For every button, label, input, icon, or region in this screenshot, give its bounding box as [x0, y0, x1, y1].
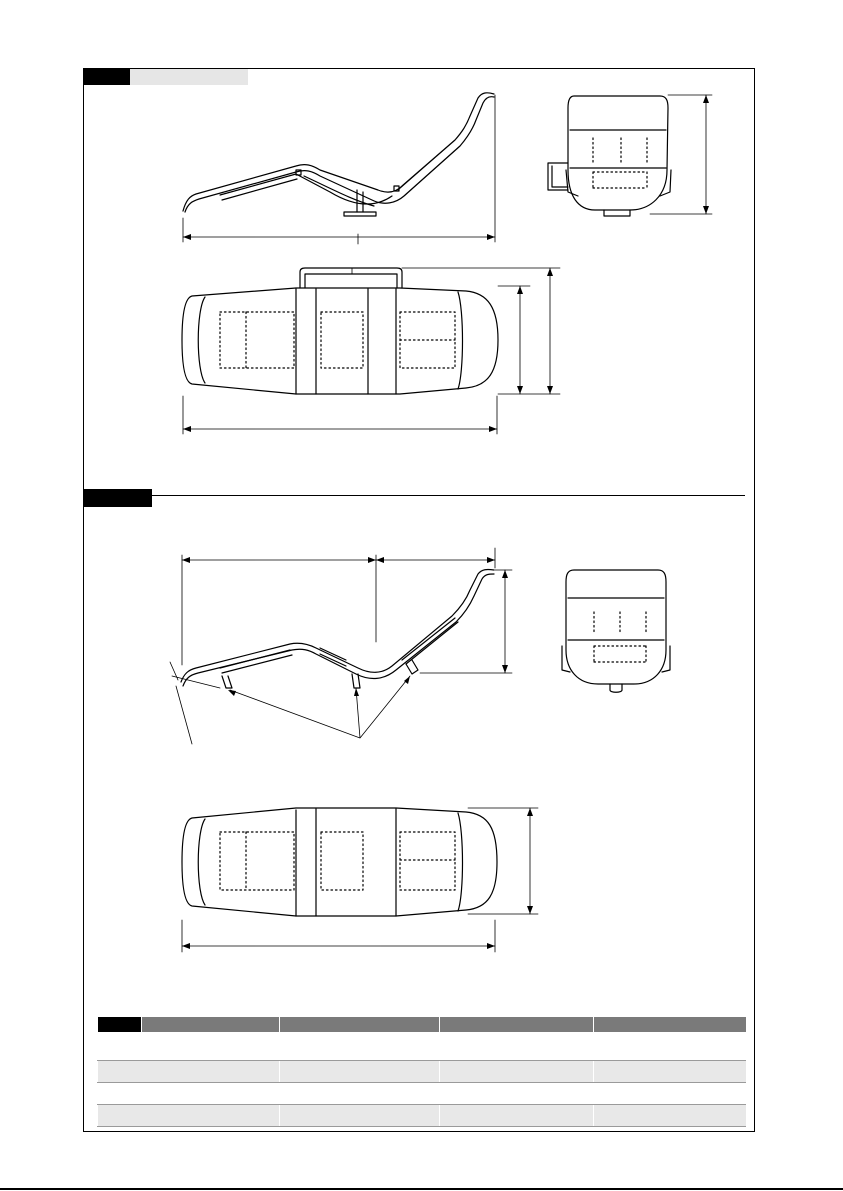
table-cell	[280, 1032, 440, 1061]
spec-table-header-cell	[142, 1017, 280, 1032]
table-cell	[98, 1032, 280, 1061]
side-elevation-view	[183, 93, 495, 244]
table-row	[98, 1105, 746, 1127]
table-cell	[98, 1061, 280, 1083]
table-cell	[440, 1105, 594, 1127]
table-row	[98, 1083, 746, 1105]
table-cell	[280, 1105, 440, 1127]
table-cell	[594, 1105, 746, 1127]
plan-view	[182, 268, 560, 434]
end-elevation-view-2	[562, 570, 670, 692]
table-cell	[440, 1083, 594, 1105]
spec-table-tag	[98, 1017, 142, 1032]
side-elevation-reclined-view	[170, 548, 512, 744]
plan-view-2	[182, 808, 538, 952]
table-row	[98, 1032, 746, 1061]
table-cell	[280, 1061, 440, 1083]
spec-table	[97, 1017, 746, 1127]
table-cell	[440, 1032, 594, 1061]
spec-table-header-cell	[280, 1017, 440, 1032]
spec-table-header-cell	[594, 1017, 746, 1032]
table-cell	[98, 1105, 280, 1127]
page-bottom-edge	[0, 1188, 843, 1190]
spec-table-header	[98, 1017, 746, 1032]
table-cell	[440, 1061, 594, 1083]
spec-table-header-cell	[440, 1017, 594, 1032]
table-row	[98, 1061, 746, 1083]
table-cell	[594, 1032, 746, 1061]
table-cell	[280, 1083, 440, 1105]
table-cell	[594, 1061, 746, 1083]
end-elevation-view	[548, 95, 712, 216]
table-cell	[594, 1083, 746, 1105]
table-cell	[98, 1083, 280, 1105]
